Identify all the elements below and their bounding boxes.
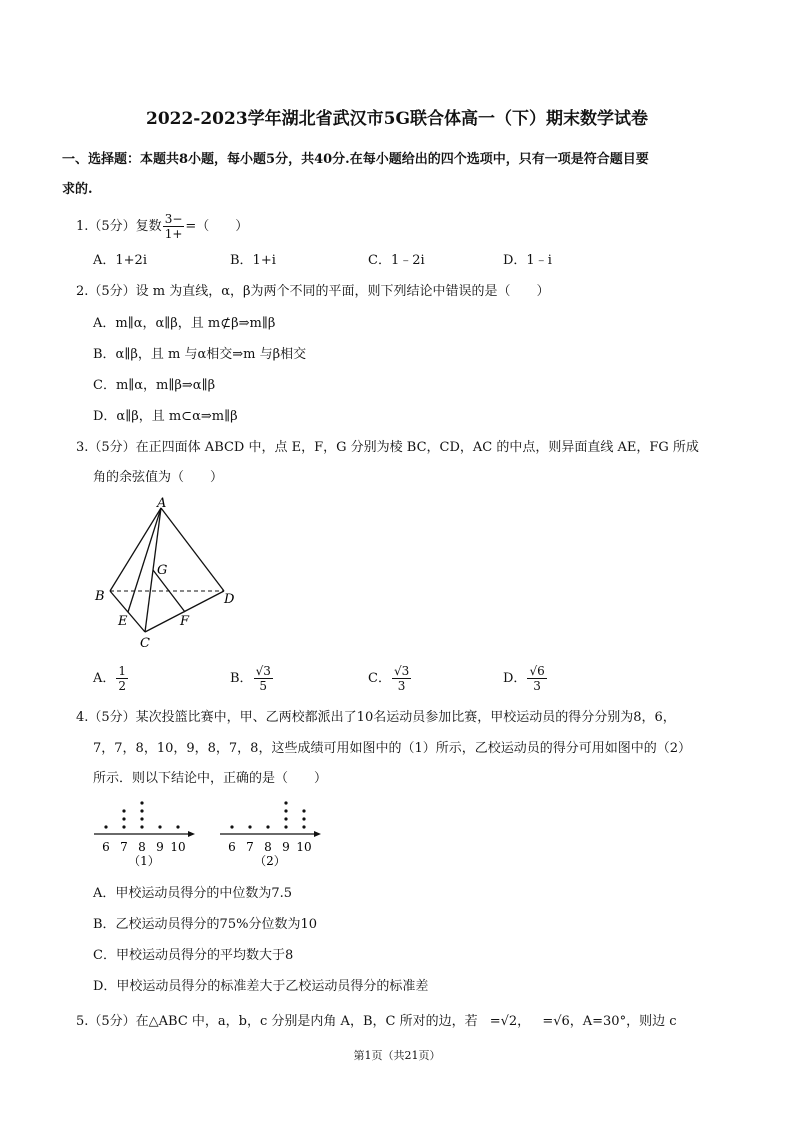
fraction-denominator: 1+ — [164, 227, 183, 241]
q3-option-c — [368, 664, 412, 693]
label-a: A — [157, 496, 167, 511]
page-title: 2022-2023学年湖北省武汉市5G联合体高一（下）期末数学试卷 — [145, 109, 649, 129]
option-letter: D． — [503, 671, 527, 686]
tick-label: 8 — [264, 840, 272, 854]
q2-option-c: C．m∥α，m∥β⇒α∥β — [93, 378, 216, 393]
label-d: D — [224, 592, 235, 607]
fraction-numerator: 1 — [118, 664, 127, 678]
dot-plot-1 — [94, 801, 195, 868]
dot-mark — [140, 825, 143, 828]
q1-option-b: B．1+i — [230, 253, 276, 268]
dot-mark — [104, 825, 107, 828]
tick-label: 6 — [228, 840, 236, 854]
dot-mark — [158, 825, 161, 828]
tick-label: 9 — [282, 840, 290, 854]
q1-option-a: A．1+2i — [93, 253, 147, 268]
tick-label: 10 — [296, 840, 312, 854]
question-5-part2: =√2， — [489, 1014, 531, 1029]
q4-option-d: D．甲校运动员得分的标准差大于乙校运动员得分的标准差 — [93, 979, 429, 994]
dot-mark — [176, 825, 179, 828]
question-2: 2.（5分）设 m 为直线，α，β为两个不同的平面，则下列结论中错误的是（ ） — [76, 284, 550, 299]
option-letter: B． — [230, 671, 253, 686]
dot-mark — [248, 825, 251, 828]
fraction-denominator: 2 — [118, 679, 127, 693]
q2-option-d: D．α∥β，且 m⊂α⇒m∥β — [93, 409, 238, 424]
question-5-part3: =√6，A=30°，则边 c — [542, 1014, 677, 1029]
q4-option-c: C．甲校运动员得分的平均数大于8 — [93, 948, 294, 963]
plot-1-caption: （1） — [128, 854, 160, 868]
label-g: G — [157, 563, 168, 578]
label-c: C — [140, 636, 150, 651]
question-3: 3.（5分）在正四面体 ABCD 中，点 E，F，G 分别为棱 BC，CD，AC 的中点，则异面直线 AE，FG 所成 — [76, 440, 699, 455]
q3-option-b — [230, 664, 274, 693]
q2-option-a: A．m∥α，α∥β，且 m⊄β⇒m∥β — [93, 316, 276, 331]
dot-mark — [266, 825, 269, 828]
dot-plot-2 — [220, 801, 321, 868]
dot-mark — [284, 809, 287, 812]
q4-option-a: A．甲校运动员得分的中位数为7.5 — [93, 886, 293, 901]
label-b: B — [95, 589, 105, 604]
label-e: E — [118, 614, 128, 629]
fraction-numerator: √3 — [393, 664, 410, 678]
dot-mark — [302, 817, 305, 820]
fraction-numerator: √3 — [255, 664, 271, 678]
dot-mark — [284, 825, 287, 828]
fraction-denominator: 3 — [397, 679, 406, 693]
question-1-prefix: 1.（5分）复数 — [76, 219, 162, 234]
option-fraction — [116, 664, 128, 693]
fraction-numerator: 3− — [164, 212, 183, 226]
question-1 — [76, 212, 248, 241]
page-footer: 第1页（共21页） — [353, 1049, 441, 1062]
option-fraction — [527, 664, 546, 693]
option-letter: C． — [368, 671, 391, 686]
fraction-denominator: 5 — [259, 679, 268, 693]
tick-label: 7 — [246, 840, 254, 854]
tick-label: 6 — [102, 840, 110, 854]
option-fraction — [392, 664, 411, 693]
question-4-cont: 7，7，8，10，9，8，7，8，这些成绩可用如图中的（1）所示，乙校运动员的得分可用如图中的（2） — [93, 741, 691, 756]
dot-mark — [122, 825, 125, 828]
dot-mark — [122, 809, 125, 812]
q1-option-c: C．1﹣2i — [368, 253, 425, 268]
option-letter: A． — [93, 671, 116, 686]
dot-mark — [230, 825, 233, 828]
dot-mark — [140, 809, 143, 812]
q1-option-d: D．1﹣i — [503, 253, 552, 268]
section-heading: 一、选择题：本题共8小题，每小题5分，共40分.在每小题给出的四个选项中，只有一项是符合题目要 — [62, 152, 649, 167]
question-4-cont2: 所示．则以下结论中，正确的是（ ） — [93, 771, 328, 786]
dot-mark — [302, 809, 305, 812]
q2-option-b: B．α∥β，且 m 与α相交⇒m 与β相交 — [93, 347, 307, 362]
dot-mark — [284, 817, 287, 820]
tick-label: 10 — [170, 840, 186, 854]
dot-mark — [122, 817, 125, 820]
plot-2-caption: （2） — [254, 854, 286, 868]
dot-mark — [140, 801, 143, 804]
q3-option-d — [503, 664, 548, 693]
tetrahedron-figure — [85, 495, 255, 655]
question-1-suffix: =（ ） — [185, 219, 249, 234]
q4-option-b: B．乙校运动员得分的75%分位数为10 — [93, 917, 317, 932]
question-3-cont: 角的余弦值为（ ） — [93, 470, 224, 485]
tick-label: 7 — [120, 840, 128, 854]
question-5-part1: 5.（5分）在△ABC 中，a，b，c 分别是内角 A，B，C 所对的边，若 — [76, 1014, 478, 1029]
dot-mark — [302, 825, 305, 828]
question-1-fraction — [163, 212, 185, 241]
q3-option-a — [93, 664, 129, 693]
question-4: 4.（5分）某次投篮比赛中，甲、乙两校都派出了10名运动员参加比赛，甲校运动员的得分分别为8，6， — [76, 710, 676, 725]
dot-mark — [284, 801, 287, 804]
dot-plots-figure — [92, 792, 332, 870]
fraction-denominator: 3 — [533, 679, 541, 693]
section-heading-cont: 求的. — [62, 182, 93, 197]
fraction-numerator: √6 — [529, 664, 545, 678]
option-fraction — [254, 664, 273, 693]
label-f: F — [180, 614, 190, 629]
question-5 — [76, 1010, 677, 1029]
tick-label: 9 — [156, 840, 164, 854]
tick-label: 8 — [138, 840, 146, 854]
dot-mark — [140, 817, 143, 820]
